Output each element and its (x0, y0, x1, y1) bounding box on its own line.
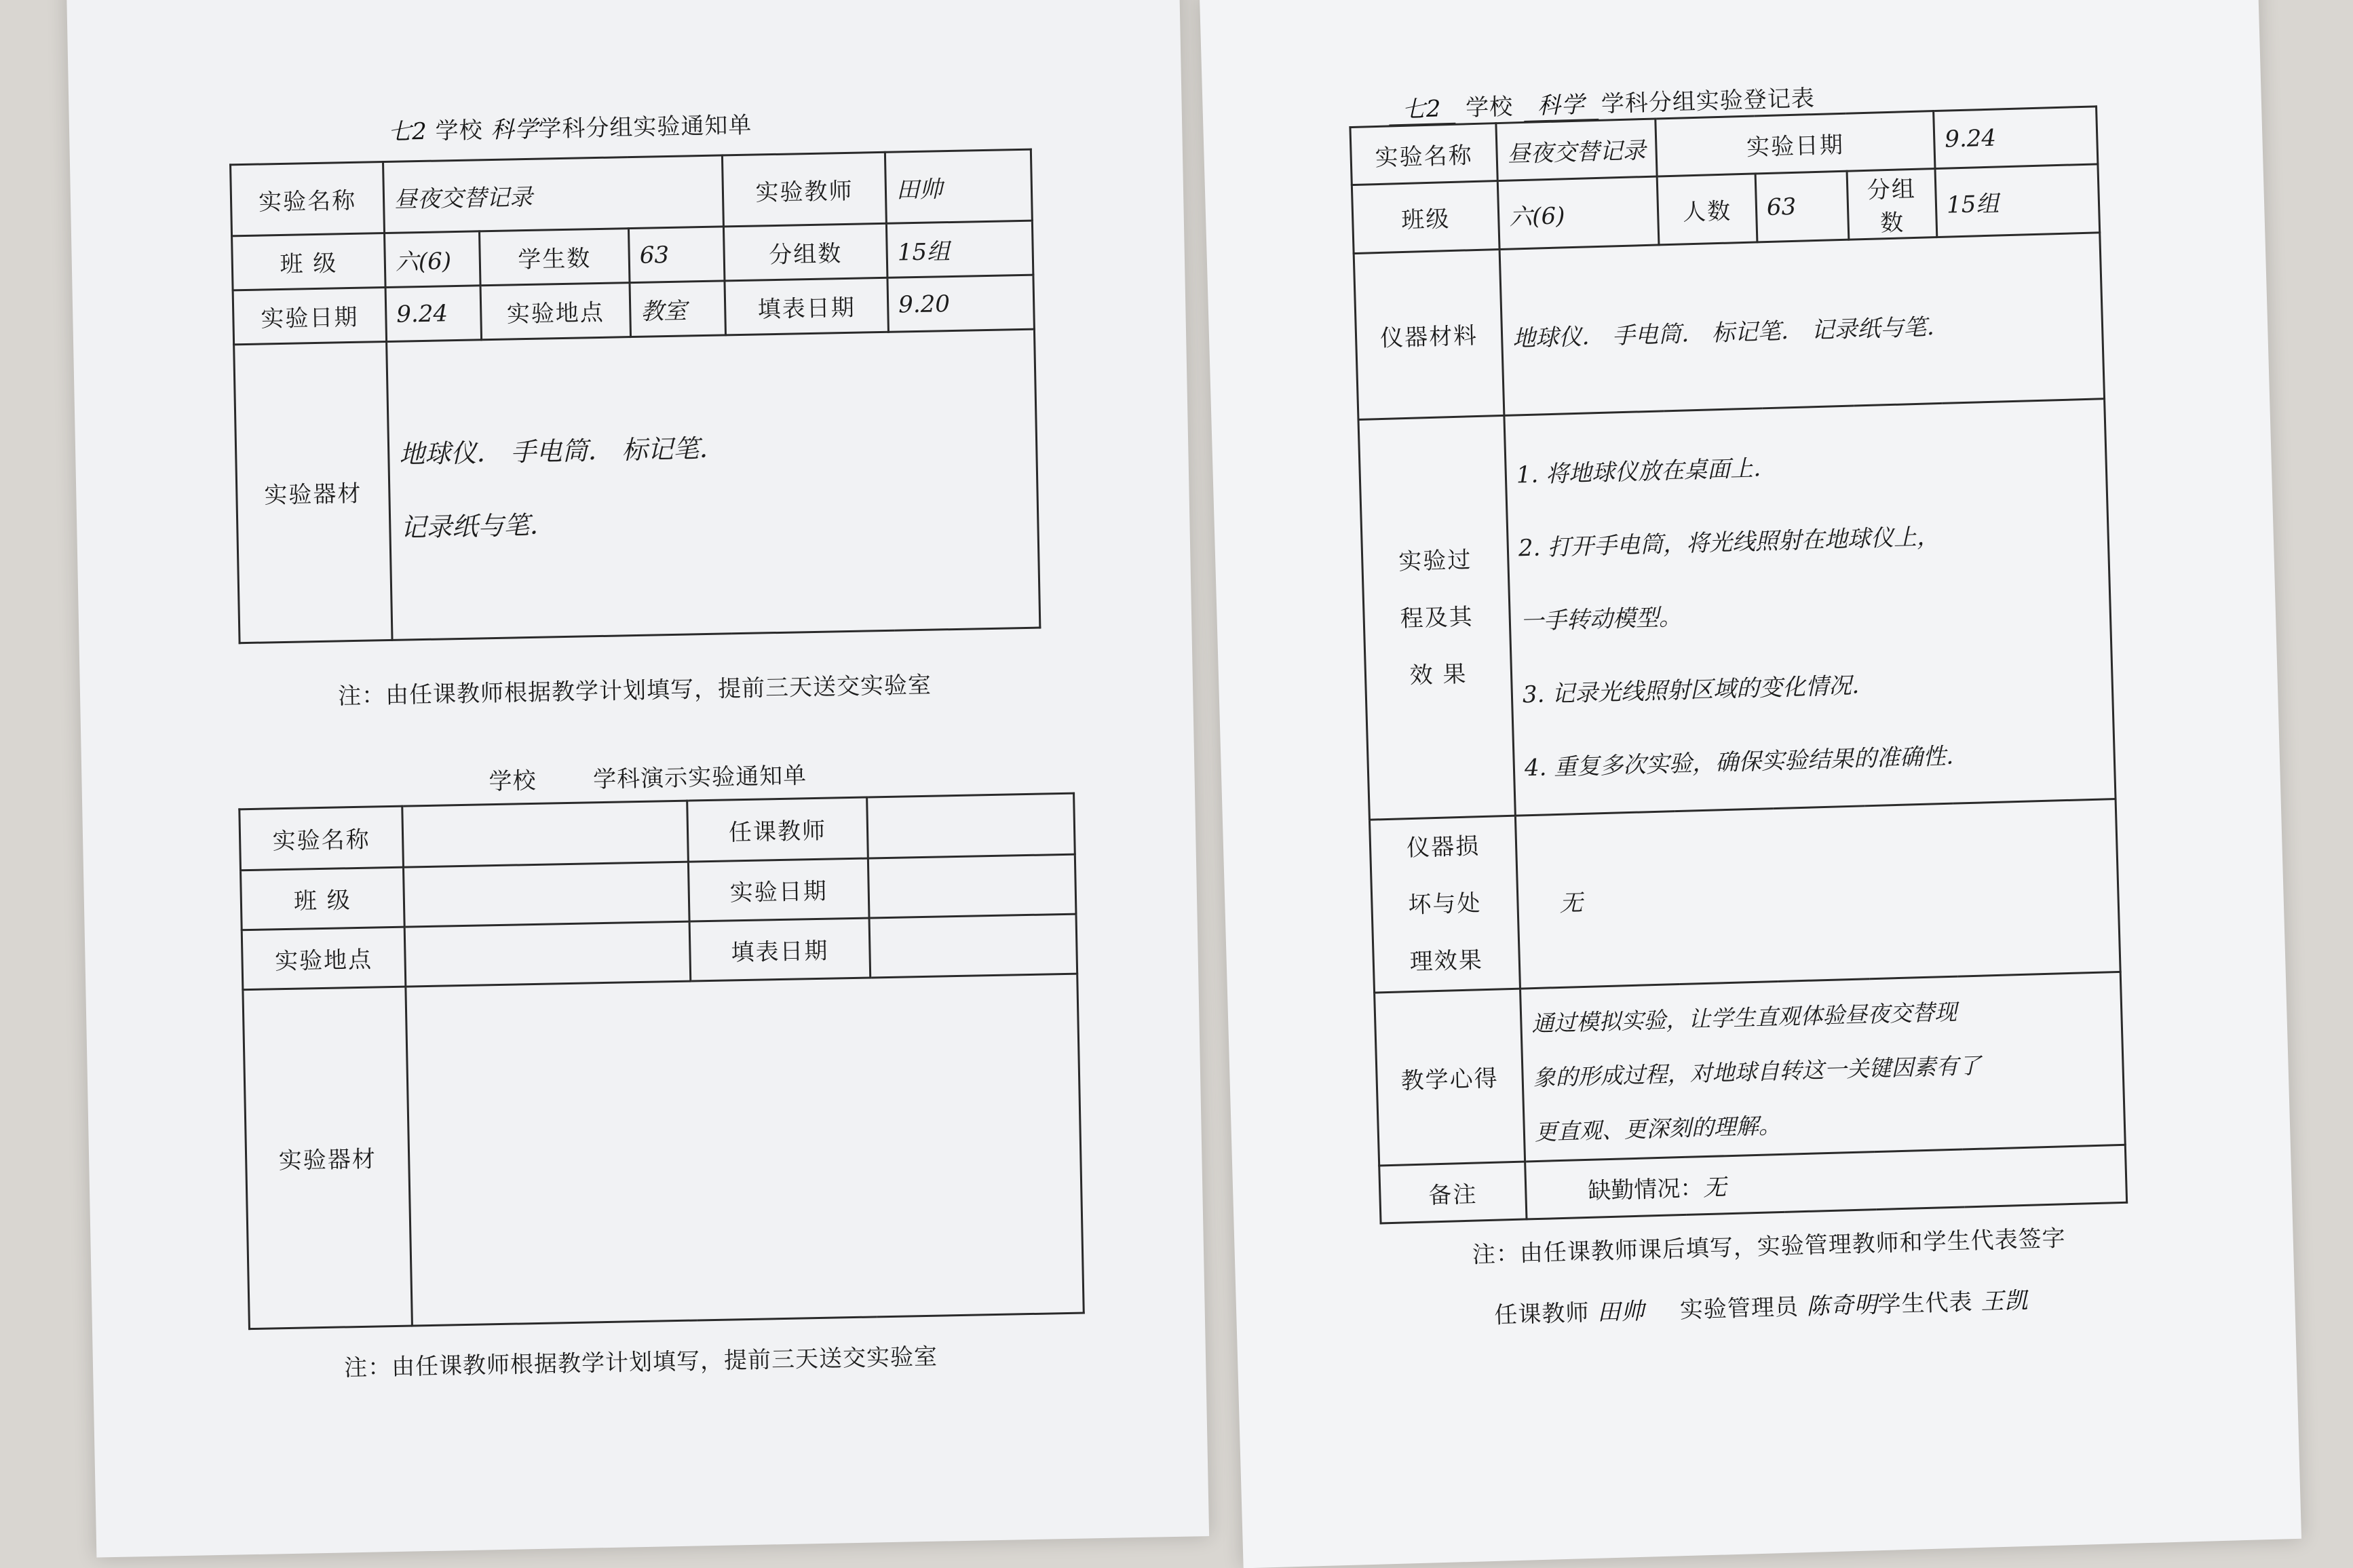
reg-materials-cell (1499, 233, 2105, 416)
reg-value-date: 9.24 (1934, 107, 2098, 169)
reg-label-groups: 分组数 (1847, 169, 1937, 240)
school-label: 学校 (435, 117, 483, 145)
left-paper-sheet (66, 0, 1209, 1558)
reg-value-damage: 无 (1515, 799, 2120, 989)
label-groups: 分组数 (723, 223, 887, 281)
reflection-line: 象的形成过程，对地球自转这一关键因素有了 (1533, 1052, 1981, 1092)
school-handwritten: 七2 (387, 117, 428, 146)
admin-signature: 陈奇明 (1806, 1291, 1879, 1320)
demo-label-name: 实验名称 (240, 806, 404, 871)
materials-line: 地球仪． 手电筒． 标记笔． 记录纸与笔． (1512, 313, 1950, 353)
absence-value: 无 (1702, 1173, 1727, 1202)
reg-reflection-cell (1520, 972, 2126, 1162)
label-class: 班 级 (232, 233, 385, 290)
equipment-cell (387, 329, 1040, 640)
process-label-line: 程及其 (1400, 603, 1474, 632)
label-exp-teacher: 实验教师 (722, 152, 886, 227)
demo-school-label: 学校 (489, 767, 537, 796)
reg-school-handwritten: 七2 (1388, 90, 1455, 126)
demo-label-fill-date: 填表日期 (689, 918, 871, 981)
label-students: 学生数 (479, 229, 629, 286)
absence-label: 缺勤情况： (1587, 1174, 1704, 1205)
teacher-signature: 田帅 (1596, 1297, 1645, 1326)
damage-label-line: 仪器损 (1406, 833, 1480, 862)
group-notice-title (388, 107, 752, 147)
process-line: 4. 重复多次实验，确保实验结果的准确性． (1524, 742, 1970, 782)
reg-label-name: 实验名称 (1350, 123, 1497, 185)
reg-label-date: 实验日期 (1656, 111, 1935, 176)
reg-label-class: 班级 (1352, 181, 1499, 254)
equipment-line: 地球仪． 手电筒． 标记笔． (398, 432, 725, 470)
demo-notice-table (238, 792, 1085, 1331)
demo-label-place: 实验地点 (242, 927, 406, 990)
demo-equipment-cell (406, 974, 1084, 1326)
reg-label-reflection: 教学心得 (1375, 989, 1525, 1166)
reg-label-process (1358, 415, 1515, 820)
value-fill-date: 9.20 (887, 275, 1034, 332)
reg-school-label: 学校 (1465, 93, 1514, 122)
process-line: 一手转动模型。 (1520, 603, 1683, 635)
demo-label-equipment: 实验器材 (243, 987, 413, 1329)
title-tail: 学科分组实验通知单 (538, 111, 752, 143)
demo-label-date: 实验日期 (688, 858, 869, 921)
label-exp-date: 实验日期 (233, 288, 386, 345)
admin-sign-label: 实验管理员 (1679, 1293, 1799, 1324)
reflection-line: 通过模拟实验，让学生直观体验昼夜交替现 (1531, 998, 1957, 1037)
group-notice-footnote: 注：由任课教师根据教学计划填写，提前三天送交实验室 (337, 671, 932, 710)
reg-label-people: 人数 (1657, 174, 1757, 245)
damage-label-line: 坏与处 (1407, 890, 1482, 919)
equipment-line: 记录纸与笔． (400, 509, 556, 543)
reg-label-damage (1369, 816, 1520, 993)
demo-notice-footnote: 注：由任课教师根据教学计划填写，提前三天送交实验室 (343, 1343, 938, 1382)
reg-label-materials: 仪器材料 (1354, 250, 1504, 420)
value-exp-name: 昼夜交替记录 (383, 155, 724, 233)
reg-label-remark: 备注 (1379, 1162, 1527, 1223)
reg-value-name: 昼夜交替记录 (1496, 119, 1657, 181)
reg-title-tail: 学科分组实验登记表 (1601, 84, 1816, 118)
process-line: 1. 将地球仪放在桌面上． (1516, 454, 1777, 489)
label-exp-name: 实验名称 (231, 162, 385, 236)
registration-table (1349, 105, 2128, 1224)
demo-label-class: 班 级 (241, 867, 405, 930)
process-label-line: 效 果 (1409, 660, 1468, 689)
registration-footnote: 注：由任课教师课后填写，实验管理教师和学生代表签字 (1472, 1225, 2067, 1269)
signature-row (1494, 1282, 2029, 1330)
teacher-sign-label: 任课教师 (1493, 1299, 1590, 1329)
demo-label-teacher: 任课教师 (687, 797, 868, 862)
reg-value-groups: 15组 (1935, 164, 2100, 237)
student-sign-label: 学生代表 (1877, 1288, 1974, 1319)
label-fill-date: 填表日期 (725, 278, 888, 335)
demo-value-class (403, 862, 689, 927)
demo-value-place (404, 921, 691, 987)
reg-process-cell (1504, 399, 2116, 816)
reflection-line: 更直观、更深刻的理解。 (1534, 1111, 1782, 1146)
demo-notice-title (489, 757, 807, 796)
reg-value-class: 六(6) (1497, 176, 1659, 250)
demo-value-fill-date (869, 914, 1077, 978)
value-students: 63 (628, 227, 725, 283)
label-place: 实验地点 (480, 283, 630, 340)
reg-value-people: 63 (1755, 171, 1849, 242)
value-class: 六(6) (385, 231, 481, 288)
damage-label-line: 理效果 (1409, 946, 1484, 976)
demo-value-teacher (867, 793, 1075, 858)
process-line: 2. 打开手电筒，将光线照射在地球仪上， (1518, 522, 1940, 562)
demo-title-tail: 学科演示实验通知单 (592, 762, 807, 794)
reg-subject-handwritten: 科学 (1523, 85, 1599, 122)
value-exp-date: 9.24 (385, 286, 482, 342)
student-signature: 王凯 (1980, 1286, 2029, 1316)
group-notice-table (229, 149, 1041, 645)
demo-value-name (402, 801, 689, 867)
value-place: 教室 (630, 281, 726, 337)
value-exp-teacher: 田帅 (885, 149, 1032, 223)
label-equipment: 实验器材 (234, 341, 392, 643)
process-label-line: 实验过 (1398, 546, 1472, 575)
right-paper-sheet (1200, 0, 2301, 1568)
subject-handwritten: 科学 (491, 115, 539, 144)
demo-value-date (868, 854, 1076, 918)
value-groups: 15组 (886, 221, 1033, 278)
process-line: 3. 记录光线照射区域的变化情况． (1522, 671, 1875, 708)
